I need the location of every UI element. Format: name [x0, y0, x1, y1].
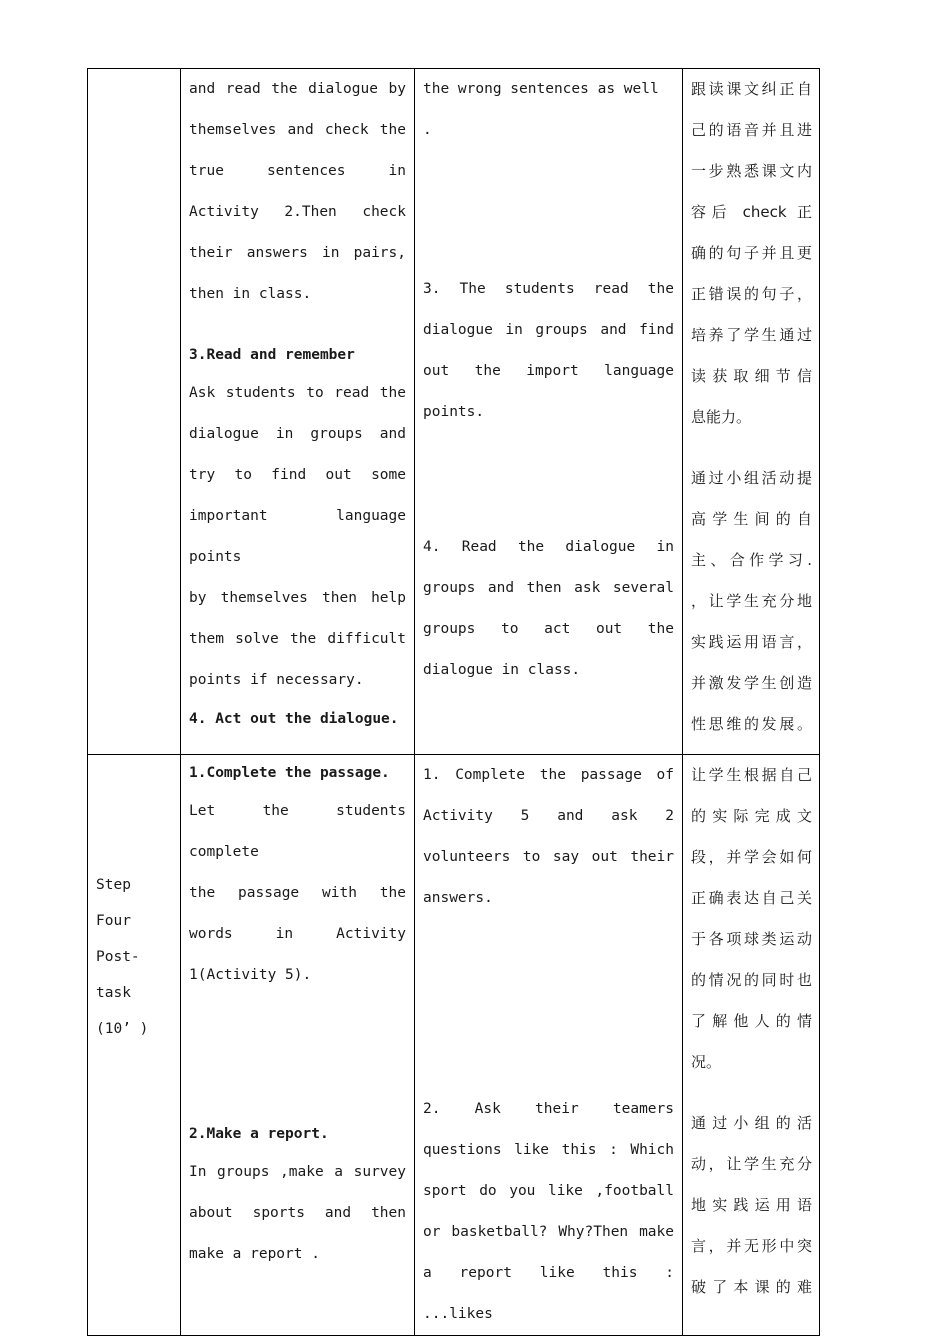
- text-line: 于各项球类运动: [691, 930, 812, 948]
- step-time: (10’ ): [96, 1021, 149, 1037]
- text-line: 4. Read the dialogue in: [423, 539, 674, 555]
- text-line: 一步熟悉课文内: [691, 162, 812, 180]
- text-line: groups to act out the: [423, 621, 674, 637]
- text-line: a report like this : ...likes: [423, 1265, 674, 1322]
- text-line: volunteers to say out their: [423, 849, 674, 865]
- text-line: 的情况的同时也: [691, 971, 812, 989]
- text-line: 动，让学生充分: [691, 1155, 812, 1173]
- text-line: their answers in pairs,: [189, 245, 406, 261]
- text-line: 实践运用语言，: [691, 633, 812, 651]
- step-cell: [88, 69, 181, 755]
- text-line: ，让学生充分地: [691, 592, 812, 610]
- text-line: 正确表达自己关: [691, 889, 812, 907]
- text-line: Let the students complete: [189, 803, 406, 860]
- text-line: the passage with the: [189, 885, 406, 901]
- text-line: 况。: [691, 1053, 722, 1071]
- step-label: task: [96, 985, 131, 1001]
- text-line: answers.: [423, 890, 493, 906]
- text-line: and read the dialogue by: [189, 81, 406, 97]
- text-line: 段，并学会如何: [691, 848, 812, 866]
- text-line: 容后 check 正: [691, 203, 812, 221]
- text-line: 性思维的发展。: [691, 715, 812, 733]
- purpose-cell: [683, 69, 820, 755]
- text-line: 3. The students read the: [423, 281, 674, 297]
- text-line: 了解他人的情: [691, 1012, 812, 1030]
- text-line: 1. Complete the passage of: [423, 767, 674, 783]
- teacher-activity-cell: [181, 69, 415, 755]
- text-line: out the import language: [423, 363, 674, 379]
- text-line: try to find out some: [189, 467, 406, 483]
- section-heading: 2.Make a report.: [189, 1126, 329, 1142]
- text-line: 破了本课的难: [691, 1278, 812, 1296]
- text-line: 通过小组的活: [691, 1114, 812, 1132]
- text-line: 息能力。: [691, 408, 752, 426]
- text-line: Activity 2.Then check: [189, 204, 406, 220]
- text-line: 言，并无形中突: [691, 1237, 812, 1255]
- text-line: 读获取细节信: [691, 367, 812, 385]
- text-line: 并激发学生创造: [691, 674, 812, 692]
- text-line: or basketball? Why?Then make: [423, 1224, 674, 1240]
- text-line: questions like this : Which: [423, 1142, 674, 1158]
- step-label: Step: [96, 877, 131, 893]
- text-line: dialogue in groups and: [189, 426, 406, 442]
- text-line: the wrong sentences as well .: [423, 81, 659, 138]
- text-line: 确的句子并且更: [691, 244, 812, 262]
- lesson-plan-table: [87, 68, 820, 1336]
- text-line: 主、合作学习.: [691, 551, 812, 569]
- text-line: groups and then ask several: [423, 580, 674, 596]
- section-heading: 3.Read and remember: [189, 347, 355, 363]
- text-line: In groups ,make a survey: [189, 1164, 406, 1180]
- text-line: 的实际完成文: [691, 807, 812, 825]
- table-row: [88, 69, 820, 755]
- text-line: 让学生根据自己: [691, 766, 812, 784]
- text-line: them solve the difficult: [189, 631, 406, 647]
- teacher-activity-cell: [181, 755, 415, 1336]
- text-line: make a report .: [189, 1246, 320, 1262]
- purpose-cell: [683, 755, 820, 1336]
- section-heading: 1.Complete the passage.: [189, 765, 390, 781]
- step-cell: [88, 755, 181, 1336]
- text-line: then in class.: [189, 286, 312, 302]
- step-label: Post-: [96, 949, 140, 965]
- text-line: words in Activity: [189, 926, 406, 942]
- text-line: important language points: [189, 508, 406, 565]
- text-line: themselves and check the: [189, 122, 406, 138]
- text-line: Ask students to read the: [189, 385, 406, 401]
- student-activity-cell: [415, 69, 683, 755]
- text-line: by themselves then help: [189, 590, 406, 606]
- table-row: [88, 755, 820, 1336]
- section-heading: 4. Act out the dialogue.: [189, 711, 399, 727]
- text-line: dialogue in class.: [423, 662, 581, 678]
- text-line: 地实践运用语: [691, 1196, 812, 1214]
- text-line: 2. Ask their teamers: [423, 1101, 674, 1117]
- text-line: 通过小组活动提: [691, 469, 812, 487]
- text-line: sport do you like ,football: [423, 1183, 674, 1199]
- text-line: dialogue in groups and find: [423, 322, 674, 338]
- text-line: 正错误的句子，: [691, 285, 812, 303]
- step-label: Four: [96, 913, 131, 929]
- text-line: 己的语音并且进: [691, 121, 812, 139]
- text-line: 跟读课文纠正自: [691, 80, 812, 98]
- text-line: 培养了学生通过: [691, 326, 812, 344]
- text-line: about sports and then: [189, 1205, 406, 1221]
- text-line: Activity 5 and ask 2: [423, 808, 674, 824]
- text-line: points if necessary.: [189, 672, 364, 688]
- text-line: 高学生间的自: [691, 510, 812, 528]
- student-activity-cell: [415, 755, 683, 1336]
- text-line: points.: [423, 404, 485, 420]
- text-line: 1(Activity 5).: [189, 967, 312, 983]
- text-line: true sentences in: [189, 163, 406, 179]
